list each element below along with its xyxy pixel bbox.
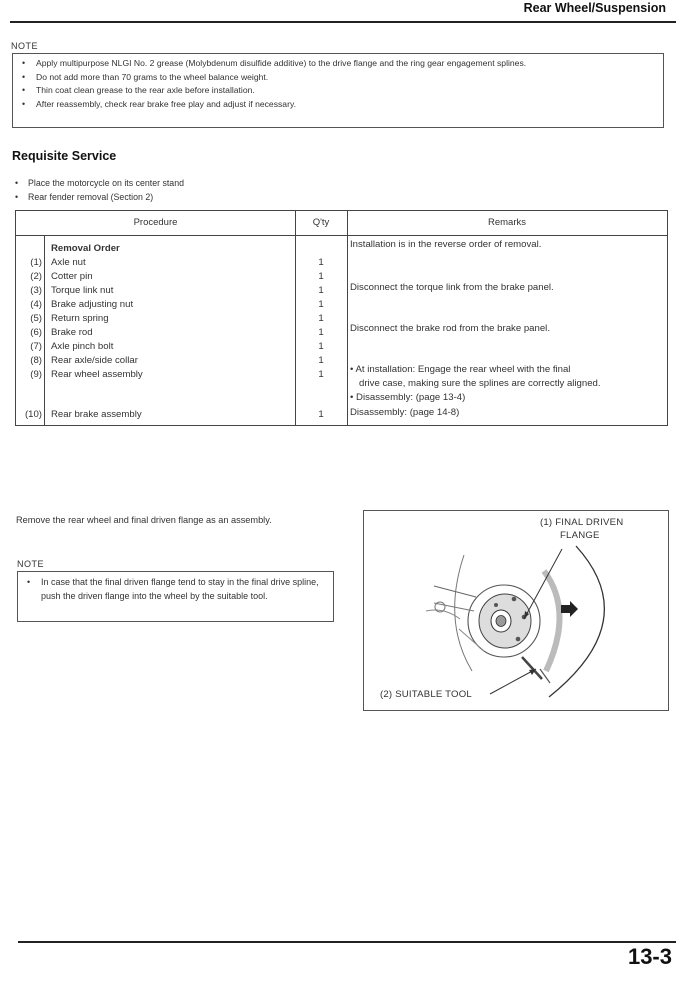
remark-text: Disassembly: (page 14-8)	[350, 407, 460, 418]
figure-label: (2) SUITABLE TOOL	[380, 689, 472, 700]
page-number: 13-3	[627, 944, 672, 969]
row-qty: 1	[318, 271, 324, 282]
page-header-title: Rear Wheel/Suspension	[523, 1, 666, 15]
figure-label: (1) FINAL DRIVEN	[540, 517, 624, 528]
remark-text: drive case, making sure the splines are correctly aligned.	[359, 378, 601, 389]
row-number: (3)	[30, 285, 42, 296]
row-number: (9)	[30, 369, 42, 380]
footer-rule	[18, 941, 676, 943]
row-name: Torque link nut	[51, 285, 114, 296]
procedure-header: Procedure	[16, 211, 295, 236]
row-name: Axle nut	[51, 257, 86, 268]
rear-wheel-illustration	[364, 511, 668, 710]
row-qty: 1	[318, 341, 324, 352]
remark-text: Installation is in the reverse order of removal.	[350, 239, 542, 250]
note-label: NOTE	[11, 41, 39, 51]
figure-box	[363, 510, 669, 711]
section-title: Requisite Service	[12, 149, 117, 163]
note-item: • Apply multipurpose NLGI No. 2 grease (Molybdenum disulfide additive) to the drive flange and the ring gear engagement splines.	[19, 57, 657, 71]
row-number: (2)	[30, 271, 42, 282]
row-number: (7)	[30, 341, 42, 352]
remark-text: • At installation: Engage the rear wheel with the final	[350, 364, 571, 375]
note-item: • After reassembly, check rear brake free play and adjust if necessary.	[19, 98, 657, 112]
remark-text: Disconnect the torque link from the brake panel.	[350, 282, 554, 293]
figure-label: FLANGE	[560, 530, 600, 541]
row-name: Brake adjusting nut	[51, 299, 134, 310]
instruction-text: Remove the rear wheel and final driven flange as an assembly.	[16, 515, 272, 525]
row-qty: 1	[318, 313, 324, 324]
requisite-item: • Place the motorcycle on its center stand	[12, 177, 412, 191]
column-divider	[347, 211, 348, 425]
row-number: (4)	[30, 299, 42, 310]
row-name: Rear axle/side collar	[51, 355, 138, 366]
note-box	[17, 571, 334, 622]
row-name: Brake rod	[51, 327, 93, 338]
row-qty: 1	[318, 327, 324, 338]
note-item: • Do not add more than 70 grams to the wheel balance weight.	[19, 71, 657, 85]
requisite-item: • Rear fender removal (Section 2)	[12, 191, 412, 205]
note-label: NOTE	[17, 559, 45, 569]
row-name: Rear wheel assembly	[51, 369, 143, 380]
removal-order-title: Removal Order	[51, 243, 120, 254]
row-qty: 1	[318, 355, 324, 366]
row-number: (5)	[30, 313, 42, 324]
requisite-list	[12, 177, 412, 204]
note-item: • In case that the final driven flange tend to stay in the final drive spline, push the driven flange into the wheel by the suitable tool.	[24, 575, 327, 603]
row-name: Rear brake assembly	[51, 409, 142, 420]
row-qty: 1	[318, 409, 324, 420]
remark-text: • Disassembly: (page 13-4)	[350, 392, 466, 403]
header-rule	[10, 21, 676, 23]
note-box	[12, 53, 664, 128]
column-divider	[44, 235, 45, 425]
row-qty: 1	[318, 299, 324, 310]
row-number: (8)	[30, 355, 42, 366]
row-number: (6)	[30, 327, 42, 338]
row-number: (10)	[24, 409, 42, 420]
note-item: • Thin coat clean grease to the rear axle before installation.	[19, 84, 657, 98]
procedure-table	[15, 210, 668, 426]
remark-text: Disconnect the brake rod from the brake panel.	[350, 323, 550, 334]
row-qty: 1	[318, 369, 324, 380]
row-name: Axle pinch bolt	[51, 341, 114, 352]
row-qty: 1	[318, 285, 324, 296]
qty-header: Q'ty	[295, 211, 347, 236]
row-qty: 1	[318, 257, 324, 268]
row-number: (1)	[30, 257, 42, 268]
remarks-header: Remarks	[347, 211, 667, 236]
row-name: Cotter pin	[51, 271, 93, 282]
row-name: Return spring	[51, 313, 109, 324]
